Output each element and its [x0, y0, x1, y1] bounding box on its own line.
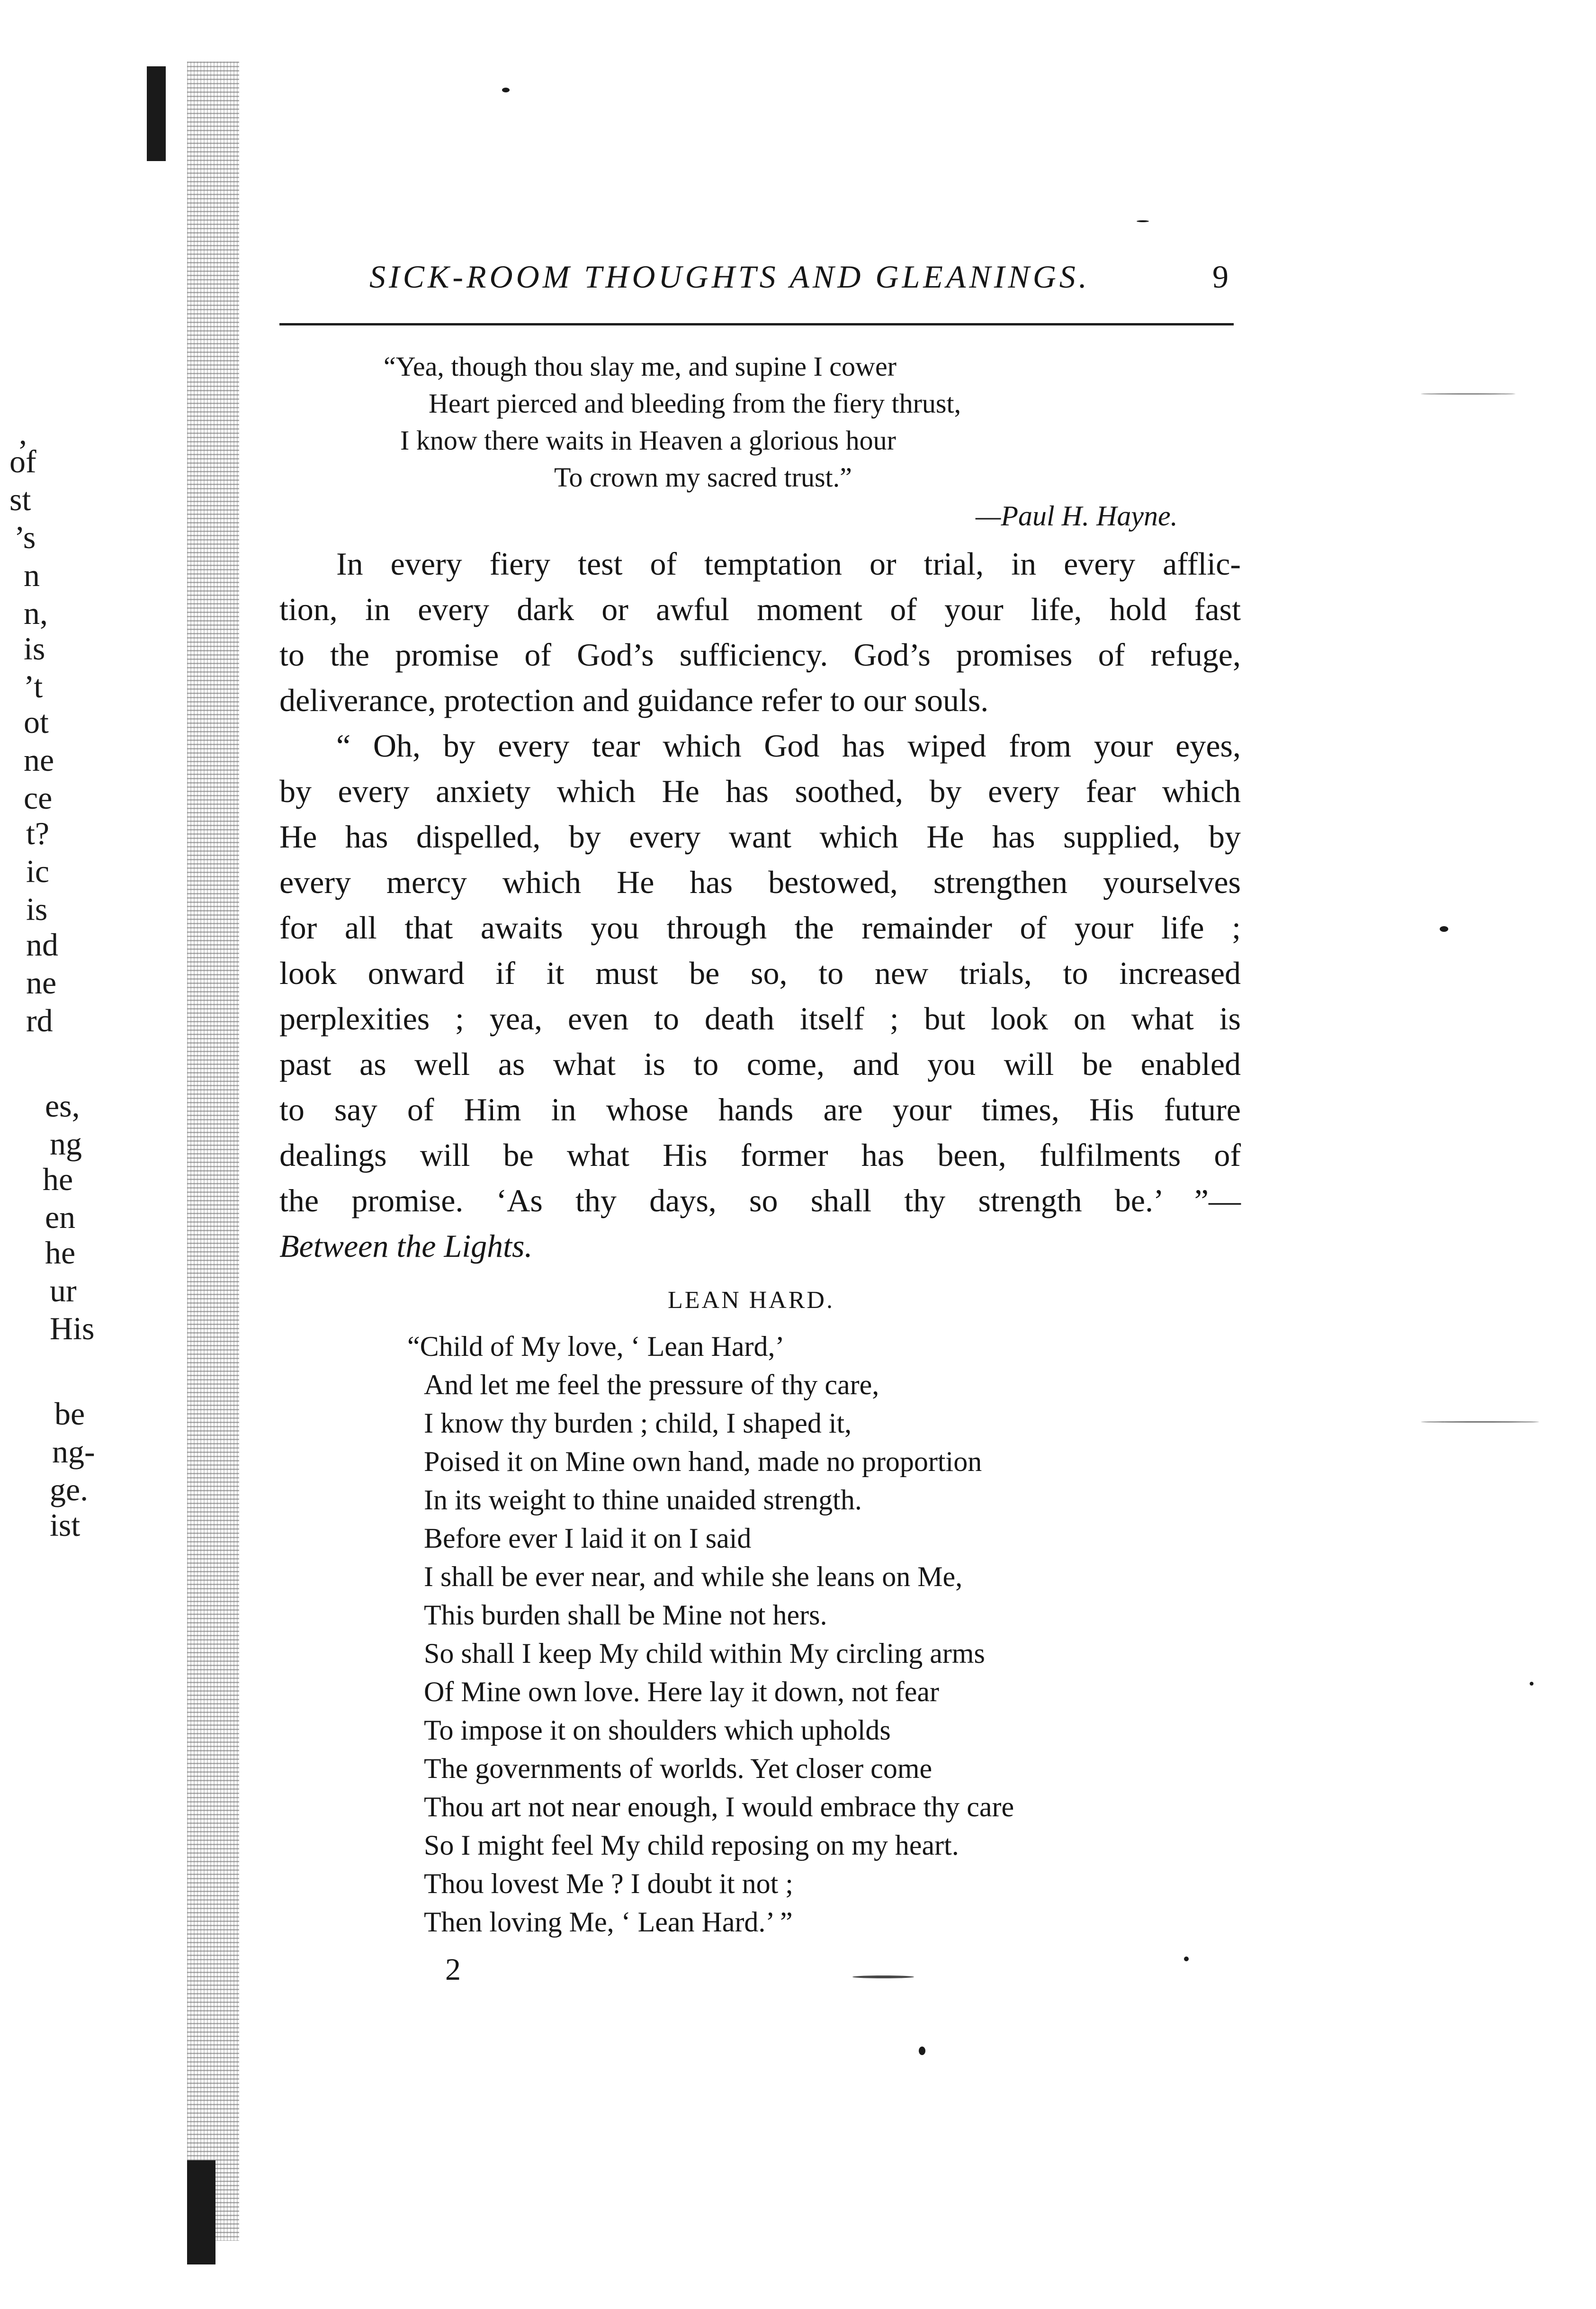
- bleed-fragment: ist: [50, 1507, 81, 1543]
- bleed-fragment: ce: [24, 780, 53, 816]
- bleed-fragment: nd: [26, 927, 58, 963]
- bleed-fragment: ’t: [24, 668, 43, 704]
- poem-line: Before ever I laid it on I said: [424, 1523, 752, 1554]
- prose-line: perplexities ; yea, even to death itself ; but look on what is: [279, 1001, 1241, 1037]
- poem-line: Of Mine own love. Here lay it down, not fear: [424, 1676, 940, 1707]
- prose-line: look onward if it must be so, to new trials, to increased: [279, 955, 1241, 991]
- bleed-fragment: ng: [50, 1126, 82, 1162]
- scan-speck: [1421, 393, 1515, 395]
- prose-line: tion, in every dark or awful moment of your life, hold fast: [279, 591, 1241, 627]
- poem-line: I know thy burden ; child, I shaped it,: [424, 1407, 852, 1439]
- prose-line: to say of Him in whose hands are your times, His future: [279, 1091, 1241, 1127]
- poem-line: This burden shall be Mine not hers.: [424, 1599, 827, 1631]
- epigraph-attribution: —Paul H. Hayne.: [976, 500, 1178, 532]
- running-head: SICK-ROOM THOUGHTS AND GLEANINGS.: [369, 259, 1090, 295]
- epigraph-line: To crown my sacred trust.”: [554, 462, 852, 493]
- prose-line: deliverance, protection and guidance refer to our souls.: [279, 682, 989, 718]
- scan-speck: [1137, 220, 1149, 222]
- prose-line: the promise. ‘As thy days, so shall thy strength be.’ ”—: [279, 1182, 1241, 1218]
- bleed-fragment: is: [24, 631, 45, 667]
- bleed-fragment: be: [54, 1396, 85, 1432]
- prose-line: “ Oh, by every tear which God has wiped from your eyes,: [336, 728, 1241, 764]
- poem-line: So shall I keep My child within My circling arms: [424, 1638, 985, 1669]
- prose-line: dealings will be what His former has been, fulfilments of: [279, 1137, 1241, 1173]
- page-number: 9: [1212, 259, 1228, 295]
- scan-speck: [1530, 1682, 1533, 1686]
- bleed-fragment: es,: [45, 1088, 80, 1124]
- poem-line: I shall be ever near, and while she leans on Me,: [424, 1561, 963, 1592]
- signature-mark: 2: [445, 1952, 461, 1987]
- prose-line: past as well as what is to come, and you will be enabled: [279, 1046, 1241, 1082]
- binding-gutter: [187, 62, 239, 2241]
- bleed-fragment: ’s: [14, 519, 36, 555]
- bleed-fragment: ge.: [50, 1471, 89, 1507]
- bleed-fragment: of: [9, 443, 36, 479]
- bleed-fragment: ng-: [52, 1434, 95, 1470]
- poem-title: LEAN HARD.: [668, 1287, 834, 1314]
- poem-line: Thou lovest Me ? I doubt it not ;: [424, 1868, 793, 1899]
- prose-line: every mercy which He has bestowed, strengthen yourselves: [279, 864, 1241, 900]
- prose-line: by every anxiety which He has soothed, by every fear which: [279, 773, 1241, 809]
- bleed-fragment: ,: [19, 415, 27, 451]
- bleed-fragment: ne: [24, 742, 54, 778]
- prose-line: to the promise of God’s sufficiency. God’s promises of refuge,: [279, 637, 1241, 673]
- bleed-fragment: he: [43, 1161, 73, 1197]
- poem-line: Thou art not near enough, I would embrace thy care: [424, 1791, 1014, 1822]
- bleed-fragment: His: [50, 1310, 95, 1346]
- poem-line: “Child of My love, ‘ Lean Hard,’: [407, 1331, 785, 1362]
- poem-line: So I might feel My child reposing on my heart.: [424, 1830, 959, 1861]
- bleed-fragment: n,: [24, 595, 48, 631]
- binding-shadow-top: [147, 66, 166, 161]
- binding-shadow: [187, 2160, 215, 2264]
- poem-line: In its weight to thine unaided strength.: [424, 1484, 862, 1515]
- epigraph-line: Heart pierced and bleeding from the fiery thrust,: [429, 388, 961, 419]
- poem-line: The governments of worlds. Yet closer come: [424, 1753, 932, 1784]
- scan-speck: [919, 2047, 925, 2055]
- scan-speck: [1421, 1421, 1539, 1423]
- prose-source: Between the Lights.: [279, 1228, 533, 1264]
- bleed-fragment: ic: [26, 853, 50, 889]
- poem-line: To impose it on shoulders which upholds: [424, 1714, 891, 1746]
- bleed-fragment: en: [45, 1199, 76, 1235]
- bleed-fragment: ne: [26, 965, 57, 1001]
- scan-speck: [1184, 1957, 1189, 1961]
- bleed-fragment: ur: [50, 1272, 77, 1308]
- bleed-fragment: st: [9, 481, 31, 517]
- bleed-fragment: he: [45, 1235, 76, 1271]
- bleed-fragment: is: [26, 891, 48, 927]
- epigraph-line: I know there waits in Heaven a glorious hour: [400, 425, 896, 456]
- bleed-fragment: rd: [26, 1002, 53, 1038]
- scan-speck: [1440, 926, 1448, 932]
- bleed-fragment: n: [24, 557, 40, 593]
- prose-line: In every fiery test of temptation or trial, in every afflic-: [336, 546, 1241, 582]
- header-rule: [279, 323, 1234, 325]
- scan-speck: [852, 1975, 914, 1978]
- bleed-fragment: ot: [24, 704, 49, 740]
- poem-line: Then loving Me, ‘ Lean Hard.’ ”: [424, 1906, 793, 1938]
- poem-line: Poised it on Mine own hand, made no proportion: [424, 1446, 982, 1477]
- prose-line: for all that awaits you through the remainder of your life ;: [279, 910, 1241, 946]
- bleed-fragment: t?: [26, 815, 50, 851]
- scan-speck: [502, 88, 510, 92]
- prose-line: He has dispelled, by every want which He has supplied, by: [279, 819, 1241, 855]
- poem-line: And let me feel the pressure of thy care,: [424, 1369, 879, 1400]
- epigraph-line: “Yea, though thou slay me, and supine I cower: [384, 351, 897, 382]
